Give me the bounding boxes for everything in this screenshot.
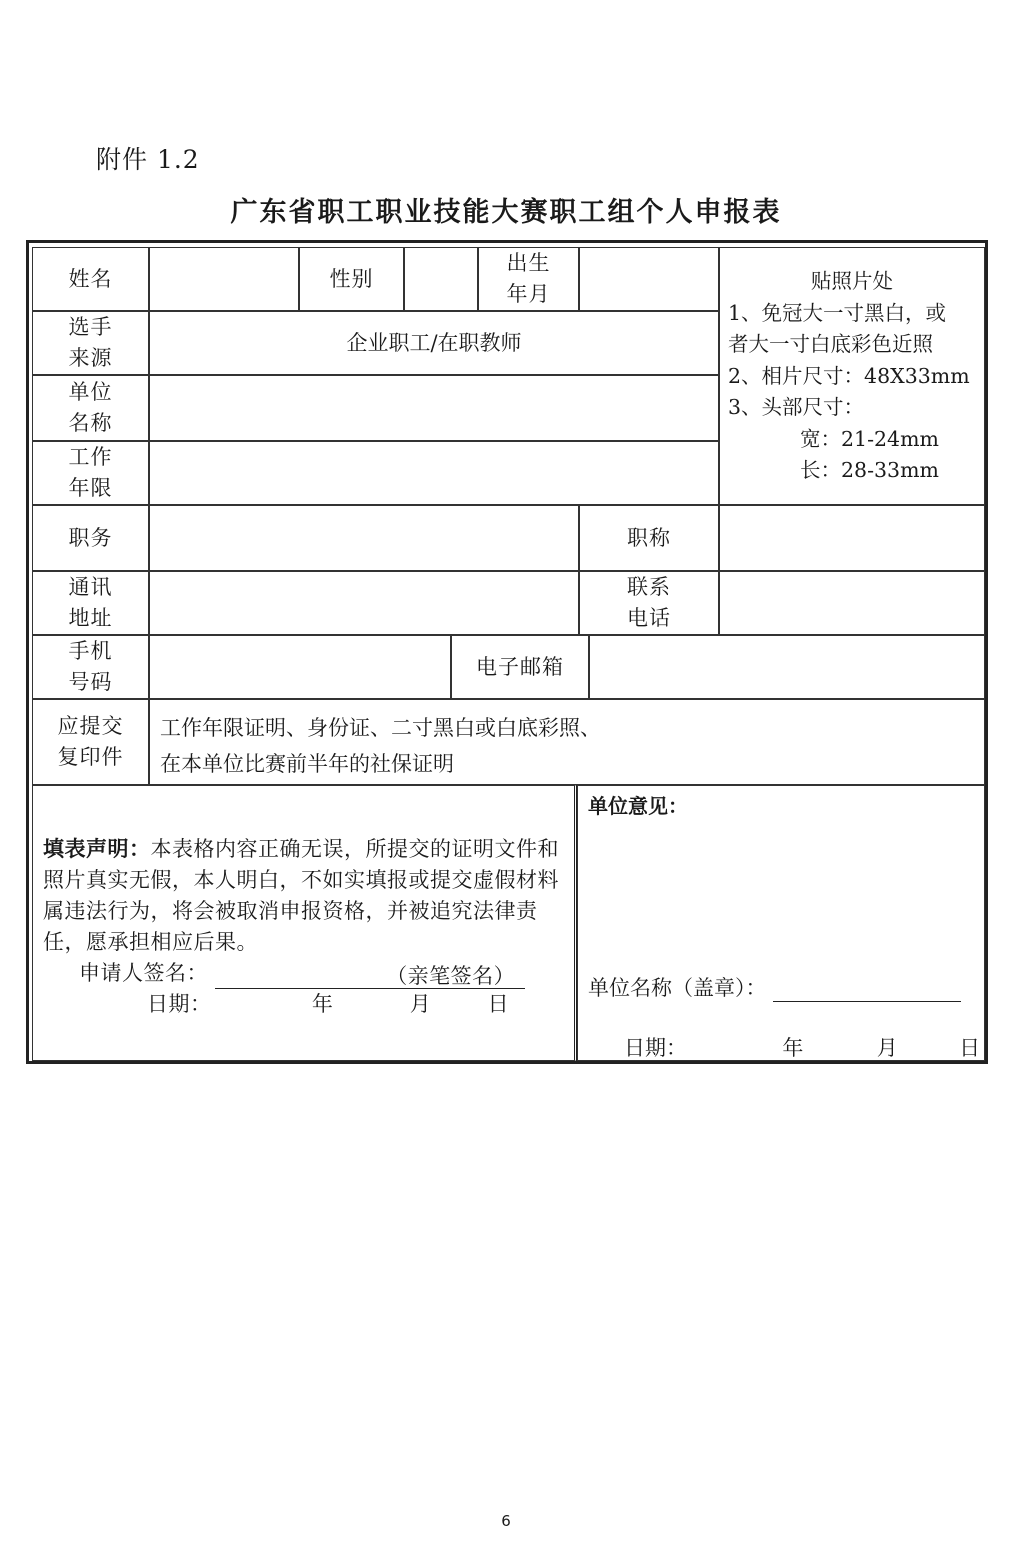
- position-label: 职务: [32, 505, 149, 571]
- name-label: 姓名: [32, 247, 149, 311]
- declaration-day: 日: [487, 992, 510, 1016]
- position-field[interactable]: [149, 505, 579, 571]
- application-form-table: [26, 240, 988, 1064]
- signature-note: （亲笔签名）: [386, 964, 516, 988]
- mobile-label-line-2: 号码: [68, 670, 113, 694]
- birth-field[interactable]: [579, 247, 719, 311]
- years-label-line-1: 工作: [68, 445, 113, 469]
- unit-name-field[interactable]: [149, 375, 719, 441]
- name-field[interactable]: [149, 247, 299, 311]
- job-title-label: 职称: [579, 505, 719, 571]
- unit-label-line-2: 名称: [68, 411, 113, 435]
- unit-opinion-label: 单位意见：: [588, 794, 688, 818]
- copies-line-2: 在本单位比赛前半年的社保证明: [160, 752, 454, 776]
- opinion-day: 日: [959, 1036, 981, 1060]
- photo-title: 贴照片处: [811, 269, 893, 293]
- photo-rule-1b: 者大一寸白底彩色近照: [728, 332, 933, 356]
- signature-label: 申请人签名：: [79, 961, 208, 985]
- declaration-month: 月: [409, 992, 432, 1016]
- source-label-line-2: 来源: [68, 346, 113, 370]
- declaration-heading: 填表声明：: [43, 837, 151, 861]
- source-value[interactable]: 企业职工/在职教师: [149, 311, 719, 375]
- years-label-line-2: 年限: [68, 476, 113, 500]
- birth-label-line-2: 年月: [506, 282, 551, 306]
- photo-rule-width: 宽：21-24mm: [800, 426, 939, 451]
- gender-field[interactable]: [404, 247, 478, 311]
- copies-line-1: 工作年限证明、身份证、二寸黑白或白底彩照、: [160, 716, 601, 740]
- opinion-year: 年: [782, 1036, 804, 1060]
- opinion-month: 月: [876, 1036, 898, 1060]
- gender-label: 性别: [299, 247, 404, 311]
- birth-label-line-1: 出生: [506, 251, 551, 275]
- unit-opinion-section[interactable]: [577, 785, 985, 1061]
- photo-rule-1a: 1、免冠大一寸黑白，或: [728, 300, 947, 325]
- declaration-year: 年: [311, 992, 334, 1016]
- work-years-field[interactable]: [149, 441, 719, 505]
- address-field[interactable]: [149, 571, 579, 635]
- copies-label: [32, 699, 149, 785]
- photo-area[interactable]: [719, 247, 985, 505]
- unit-label-line-1: 单位: [68, 380, 113, 404]
- form-title: 广东省职工职业技能大赛职工组个人申报表: [230, 197, 782, 228]
- declaration-date-row: [43, 989, 568, 1020]
- address-label-line-1: 通讯: [68, 575, 113, 599]
- mobile-field[interactable]: [149, 635, 451, 699]
- email-field[interactable]: [589, 635, 985, 699]
- photo-rule-2: 2、相片尺寸：48X33mm: [728, 363, 970, 388]
- contact-phone-label: [579, 571, 719, 635]
- signature-row: [43, 958, 568, 989]
- unit-name-label: [32, 375, 149, 441]
- mobile-label-line-1: 手机: [68, 639, 113, 663]
- address-label: [32, 571, 149, 635]
- mobile-label: [32, 635, 149, 699]
- copies-requirements: [149, 699, 985, 785]
- attachment-label: 附件 1.2: [96, 145, 200, 174]
- source-label-line-1: 选手: [68, 315, 113, 339]
- org-stamp-line[interactable]: [773, 977, 961, 1002]
- signature-line[interactable]: [215, 961, 525, 989]
- job-title-field[interactable]: [719, 505, 985, 571]
- declaration-date-label: 日期：: [147, 992, 212, 1016]
- copies-label-line-2: 复印件: [57, 745, 124, 769]
- photo-rule-length: 长：28-33mm: [800, 458, 939, 482]
- opinion-date-row: [624, 1032, 980, 1062]
- email-label: 电子邮箱: [451, 635, 589, 699]
- contact-phone-field[interactable]: [719, 571, 985, 635]
- source-label: [32, 311, 149, 375]
- org-stamp-row: [588, 972, 961, 1002]
- phone-label-line-1: 联系: [627, 575, 671, 599]
- birth-label: [478, 247, 579, 311]
- address-label-line-2: 地址: [68, 606, 113, 630]
- declaration-body: 本表格内容正确无误，所提交的证明文件和照片真实无假，本人明白，不如实填报或提交虚假材料属违法行为，将会被取消申报资格，并被追究法律责任，愿承担相应后果。: [43, 837, 559, 954]
- phone-label-line-2: 电话: [627, 606, 671, 630]
- declaration-section: [32, 785, 577, 1061]
- opinion-date-label: 日期：: [624, 1036, 687, 1060]
- work-years-label: [32, 441, 149, 505]
- copies-label-line-1: 应提交: [57, 714, 124, 738]
- declaration-text: [43, 834, 568, 958]
- page-number: 6: [501, 1512, 511, 1530]
- org-stamp-label: 单位名称（盖章）：: [588, 976, 767, 1000]
- photo-rule-3: 3、头部尺寸：: [728, 395, 865, 419]
